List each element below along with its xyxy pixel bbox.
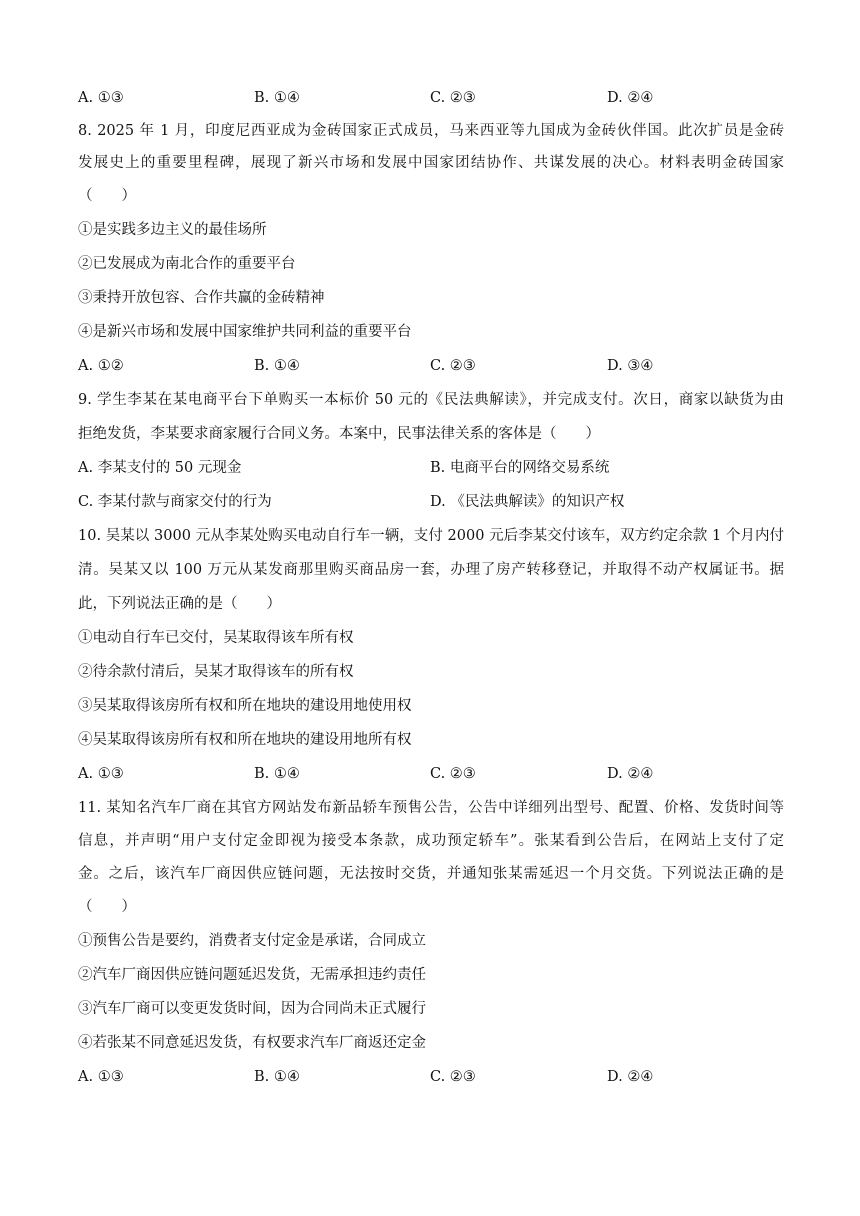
q11-stem-line-1: 11. 某知名汽车厂商在其官方网站发布新品轿车预售公告，公告中详细列出型号、配置、价格、发货时间等 [78, 800, 784, 816]
q9-option-d[interactable]: D. 《民法典解读》的知识产权 [430, 494, 625, 510]
q8-option-b[interactable]: B. ①④ [254, 358, 300, 374]
q7-option-d[interactable]: D. ②④ [607, 90, 654, 106]
q11-stem-line-3: 金。之后，该汽车厂商因供应链问题，无法按时交货，并通知张某需延迟一个月交货。下列说法正确的是 [78, 866, 784, 882]
q8-answer-bracket: （ ） [78, 188, 136, 204]
q10-statement-1: ①电动自行车已交付，吴某取得该车所有权 [78, 630, 354, 646]
q10-option-b[interactable]: B. ①④ [254, 766, 300, 782]
q11-statement-4: ④若张某不同意延迟发货，有权要求汽车厂商返还定金 [78, 1035, 426, 1051]
q7-option-c[interactable]: C. ②③ [430, 90, 476, 106]
q8-statement-1: ①是实践多边主义的最佳场所 [78, 222, 267, 238]
q11-option-a[interactable]: A. ①③ [78, 1069, 124, 1085]
q10-stem-line-3: 此，下列说法正确的是（ ） [78, 596, 281, 612]
q10-stem-line-2: 清。吴某又以 100 万元从某发商那里购买商品房一套，办理了房产转移登记，并取得不动产权属证书。据 [78, 562, 784, 578]
q10-statement-2: ②待余款付清后，吴某才取得该车的所有权 [78, 664, 354, 680]
q11-option-c[interactable]: C. ②③ [430, 1069, 476, 1085]
q9-stem-line-2: 拒绝发货，李某要求商家履行合同义务。本案中，民事法律关系的客体是（ ） [78, 426, 600, 442]
q11-option-d[interactable]: D. ②④ [607, 1069, 654, 1085]
q10-statement-4: ④吴某取得该房所有权和所在地块的建设用地所有权 [78, 732, 412, 748]
q11-statement-1: ①预售公告是要约，消费者支付定金是承诺，合同成立 [78, 933, 426, 949]
q9-option-c[interactable]: C. 李某付款与商家交付的行为 [78, 494, 272, 510]
q7-option-b[interactable]: B. ①④ [254, 90, 300, 106]
q11-statement-2: ②汽车厂商因供应链问题延迟发货，无需承担违约责任 [78, 967, 426, 983]
q8-option-a[interactable]: A. ①② [78, 358, 124, 374]
q8-stem-line-1: 8. 2025 年 1 月，印度尼西亚成为金砖国家正式成员，马来西亚等九国成为金砖伙伴国。此次扩员是金砖 [78, 123, 784, 139]
q8-option-c[interactable]: C. ②③ [430, 358, 476, 374]
q11-answer-bracket: （ ） [78, 899, 136, 915]
q8-statement-2: ②已发展成为南北合作的重要平台 [78, 256, 296, 272]
q9-stem-line-1: 9. 学生李某在某电商平台下单购买一本标价 50 元的《民法典解读》，并完成支付。次日，商家以缺货为由 [78, 392, 784, 408]
q10-statement-3: ③吴某取得该房所有权和所在地块的建设用地使用权 [78, 698, 412, 714]
q11-stem-line-2: 信息，并声明“用户支付定金即视为接受本条款，成功预定轿车”。张某看到公告后，在网站上支付了定 [78, 833, 784, 849]
q10-stem-line-1: 10. 吴某以 3000 元从李某处购买电动自行车一辆，支付 2000 元后李某交付该车，双方约定余款 1 个月内付 [78, 528, 784, 544]
q8-stem-line-2: 发展史上的重要里程碑，展现了新兴市场和发展中国家团结协作、共谋发展的决心。材料表明金砖国家 [78, 155, 784, 171]
q9-option-b[interactable]: B. 电商平台的网络交易系统 [430, 460, 610, 476]
q11-option-b[interactable]: B. ①④ [254, 1069, 300, 1085]
q10-option-c[interactable]: C. ②③ [430, 766, 476, 782]
q7-option-a[interactable]: A. ①③ [78, 90, 124, 106]
q8-statement-4: ④是新兴市场和发展中国家维护共同利益的重要平台 [78, 324, 412, 340]
q11-statement-3: ③汽车厂商可以变更发货时间，因为合同尚未正式履行 [78, 1001, 426, 1017]
q9-option-a[interactable]: A. 李某支付的 50 元现金 [78, 460, 242, 476]
q10-option-a[interactable]: A. ①③ [78, 766, 124, 782]
q8-option-d[interactable]: D. ③④ [607, 358, 654, 374]
q10-option-d[interactable]: D. ②④ [607, 766, 654, 782]
q8-statement-3: ③秉持开放包容、合作共赢的金砖精神 [78, 290, 325, 306]
